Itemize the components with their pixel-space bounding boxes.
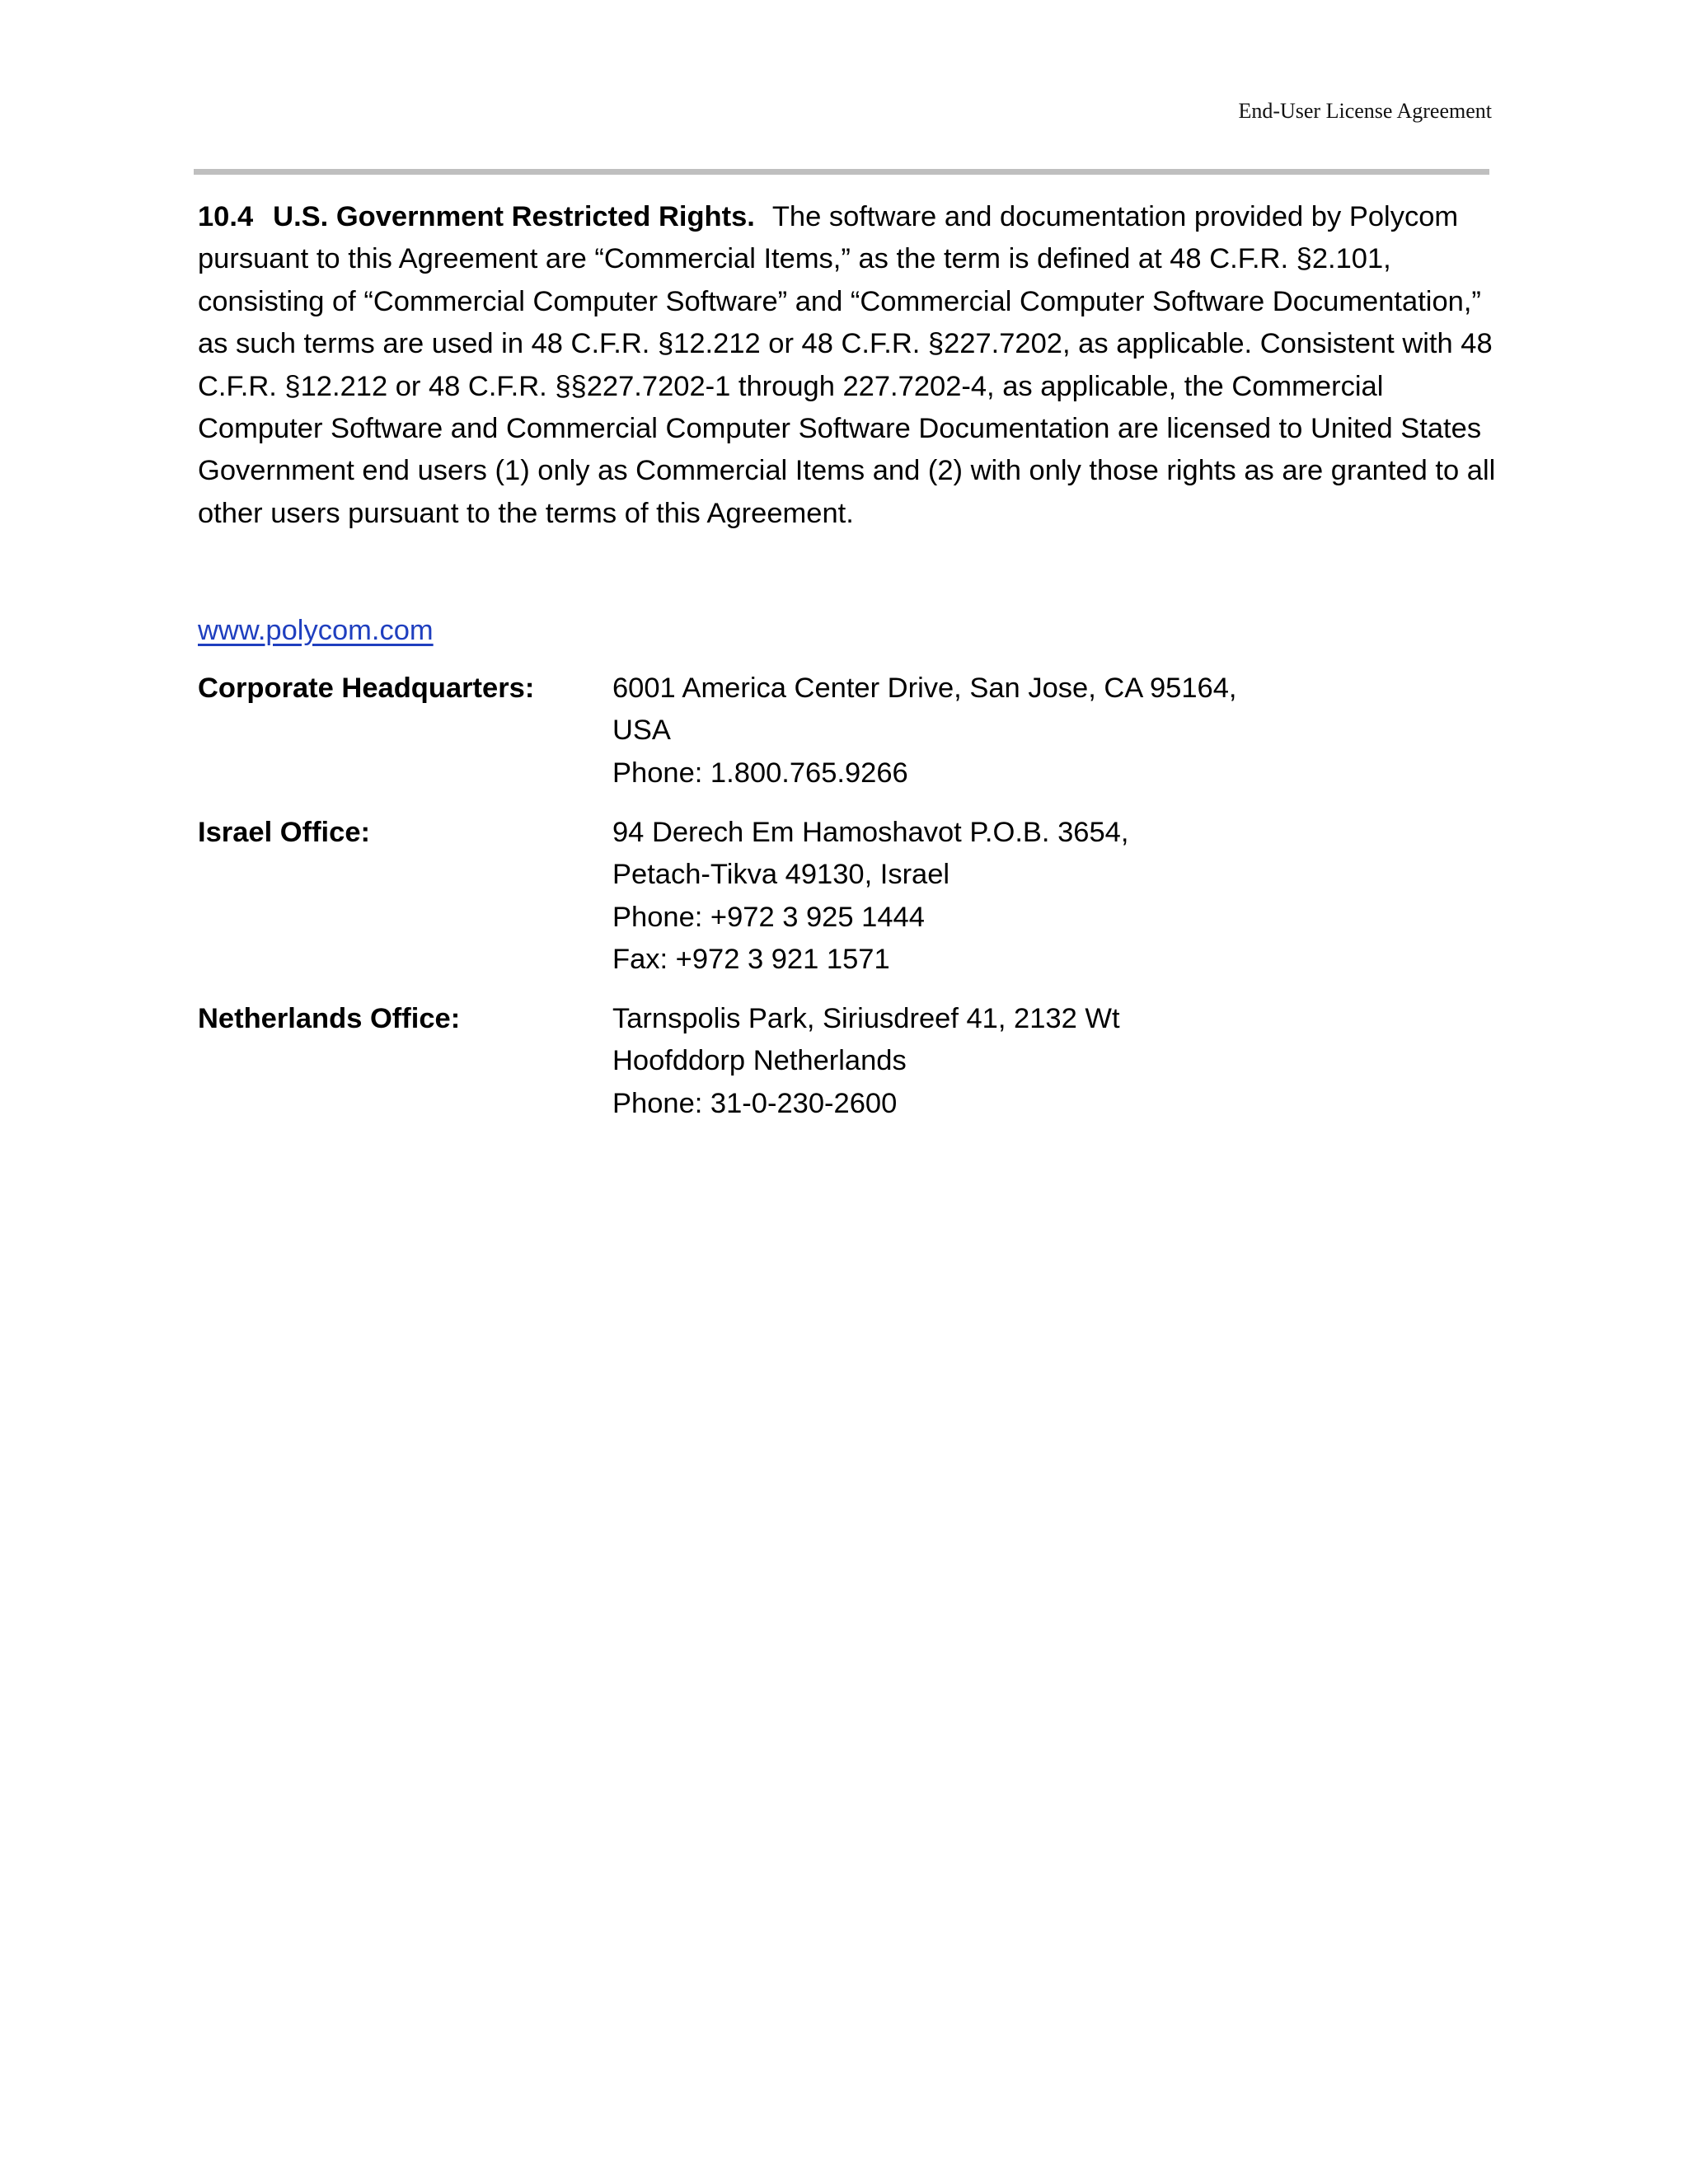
header-divider (194, 169, 1489, 175)
address-line: USA (612, 715, 671, 747)
section-heading: U.S. Government Restricted Rights. (273, 201, 755, 232)
section-body: The software and documentation provided by Polycom pursuant to this Agreement are “Commercial Items,” as the term is defined at 48 C.F.R. §2.101, consisting of “Commercial Computer Software” and “Commercial Computer Software Documentation,” as such terms are used in 48 C.F.R. §12.212 or 48 C.F.R. §227.7202, as applicable. Consistent with 48 C.F.R. §12.212 or 48 C.F.R. §§227.7202-1 through 227.7202-4, as applicable, the Commercial Computer Software and Commercial Computer Software Documentation are licensed to United States Government end users (1) only as Commercial Items and (2) with only those rights as are granted to all other users pursuant to the terms of this Agreement. (198, 201, 1496, 529)
section-10-4 (198, 196, 1496, 535)
office-label: Netherlands Office: (198, 1003, 461, 1034)
fax-line: Fax: +972 3 921 1571 (612, 944, 890, 976)
phone-line: Phone: 1.800.765.9266 (612, 757, 908, 789)
address-line: 6001 America Center Drive, San Jose, CA 95164, (612, 673, 1237, 704)
address-line: Tarnspolis Park, Siriusdreef 41, 2132 Wt (612, 1003, 1120, 1034)
phone-line: Phone: 31-0-230-2600 (612, 1087, 898, 1119)
website-link[interactable]: www.polycom.com (198, 615, 434, 646)
office-label: Israel Office: (198, 817, 371, 848)
office-details (612, 668, 1237, 794)
office-label: Corporate Headquarters: (198, 673, 535, 704)
address-line: Petach-Tikva 49130, Israel (612, 859, 950, 891)
office-details (612, 812, 1128, 982)
page-header-title: End-User License Agreement (1238, 99, 1492, 123)
office-details (612, 998, 1120, 1125)
phone-line: Phone: +972 3 925 1444 (612, 901, 925, 933)
section-number: 10.4 (198, 201, 254, 232)
address-line: 94 Derech Em Hamoshavot P.O.B. 3654, (612, 817, 1129, 848)
address-line: Hoofddorp Netherlands (612, 1045, 907, 1077)
